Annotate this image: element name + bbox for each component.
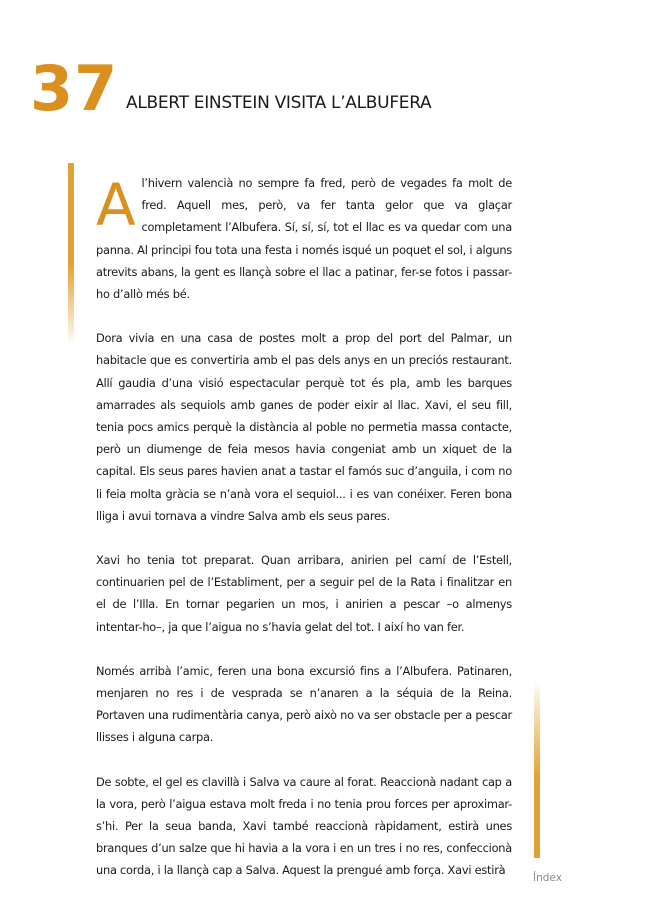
- story-paragraph: De sobte, el gel es clavillà i Salva va caure al forat. Reaccionà nadant cap a la vora, però l’aigua estava molt freda i no tenia prou forces per aproximar-s’hi. Per la seua banda, Xavi també reaccionà ràpidament, estirà unes branques d’un salze que hi havia a la vora i en un tres i no res, confeccionà una corda, i la llançà cap a Salva. Aquest la prengué amb força. Xavi estirà: [96, 774, 512, 878]
- index-link[interactable]: Índex: [533, 872, 562, 884]
- story-paragraph: [96, 172, 512, 305]
- story-paragraph: Dora vivia en una casa de postes molt a prop del port del Palmar, un habitacle que es convertiria amb el pas dels anys en un preciós restaurant. Allí gaudia d’una visió espectacular perquè tot és pla, amb les barques amarrades als sequiols amb ganes de poder eixir al llac. Xavi, el seu fill, tenia pocs amics perquè la distància al poble no permetia massa contacte, però un diumenge de feia mesos havia congeniat amb un xiquet de la capital. Els seus pares havien anat a tastar el famós suc d’anguila, i com no li feia molta gràcia se n’anà vora el sequiol... i es van conéixer. Feren bona lliga i avui tornava a vindre Salva amb els seus pares.: [96, 331, 512, 523]
- story-paragraph: Xavi ho tenia tot preparat. Quan arribara, anirien pel camí de l’Estell, continuarien pel de l’Establiment, per a seguir pel de la Rata i finalitzar en el de l’Illa. En tornar pegarien un mos, i anirien a pescar –o almenys intentar-ho–, ja que l’aigua no s’havia gelat del tot. I així ho van fer.: [96, 553, 512, 634]
- story-body: [96, 172, 512, 904]
- paragraph-text: l’hivern valencià no sempre fa fred, però de vegades fa molt de fred. Aquell mes, però, va fer tanta gelor que va glaçar completament l’Albufera. Sí, sí, sí, tot el llac es va quedar com una panna. Al principi fou tota una festa i només isqué un poquet el sol, i alguns atrevits abans, la gent es llançà sobre el llac a patinar, fer-se fotos i passar-ho d’allò més bé.: [96, 176, 512, 302]
- drop-cap: A: [96, 171, 136, 239]
- story-paragraph: Només arribà l’amic, feren una bona excursió fins a l’Albufera. Patinaren, menjaren no res i de vesprada se n’anaren a la séquia de la Reina. Portaven una rudimentària canya, però això no va ser obstacle per a pescar llisses i alguna carpa.: [96, 663, 512, 745]
- right-accent-bar: [534, 680, 540, 858]
- chapter-title: ALBERT EINSTEIN VISITA L’ALBUFERA: [126, 93, 432, 113]
- left-accent-bar: [68, 163, 74, 345]
- chapter-number: 37: [30, 52, 119, 125]
